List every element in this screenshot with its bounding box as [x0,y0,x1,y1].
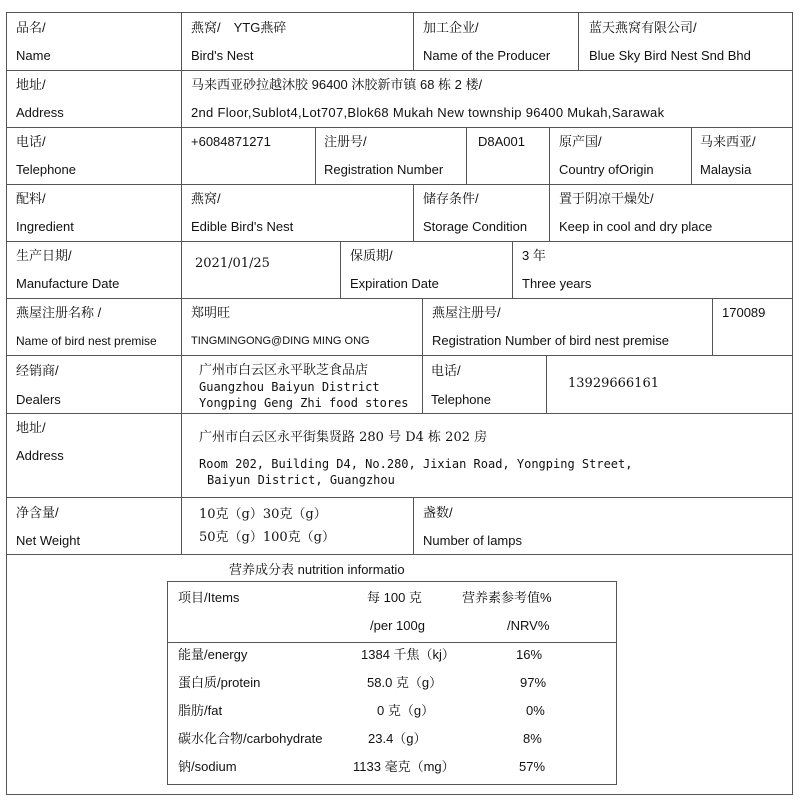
registration-value: D8A001 [478,134,525,149]
nutrition-row-item: 能量/energy [178,647,248,662]
ingredient-label-en: Ingredient [16,219,74,234]
expiration-value-zh: 3 年 [522,248,546,263]
producer-value-zh: 蓝天燕窝有限公司/ [589,20,697,35]
premise-reg-label-en: Registration Number of bird nest premise [432,333,669,348]
nutrition-row-per100: 0 克（g） [377,703,435,718]
producer-label-zh: 加工企业/ [423,20,479,35]
nutrition-row-per100: 1133 毫克（mg） [353,759,455,774]
dealer-address-value-zh: 广州市白云区永平街集贤路 280 号 D4 栋 202 房 [199,430,488,445]
nutrition-row-nrv: 57% [519,759,546,774]
manufacture-label-en: Manufacture Date [16,276,120,291]
producer-value-en: Blue Sky Bird Nest Snd Bhd [589,48,751,63]
address-value-en: 2nd Floor,Sublot4,Lot707,Blok68 Mukah New township 96400 Mukah,Sarawak [191,105,665,120]
premise-name-value-zh: 郑明旺 [191,305,231,320]
telephone-label-zh: 电话/ [16,134,46,149]
dealers-value-en1: Guangzhou Baiyun District [199,380,380,394]
premise-name-label-en: Name of bird nest premise [16,334,157,348]
lamps-label-en: Number of lamps [423,533,522,548]
nutrition-header-items: 项目/Items [178,590,240,605]
nutrition-header-per-zh: 每 100 克 [367,590,422,605]
dealer-address-value-en2: Baiyun District, Guangzhou [207,473,395,487]
address-label-en: Address [16,105,64,120]
dealers-label-zh: 经销商/ [16,363,59,378]
premise-reg-label-zh: 燕屋注册号/ [432,305,501,320]
ingredient-label-zh: 配料/ [16,191,46,206]
nutrition-row-per100: 1384 千焦（kj） [361,647,455,662]
dealer-address-label-en: Address [16,448,64,463]
nutrition-row-nrv: 97% [520,675,547,690]
nutrition-row-item: 碳水化合物/carbohydrate [178,731,323,746]
origin-label-zh: 原产国/ [559,134,602,149]
address-value-zh: 马来西亚砂拉越沐胶 96400 沐胶新市镇 68 栋 2 楼/ [191,77,483,92]
dealer-address-value-en1: Room 202, Building D4, No.280, Jixian Road, Yongping Street, [199,457,633,471]
nutrition-header-per-en: /per 100g [370,618,425,633]
storage-label-zh: 储存条件/ [423,191,479,206]
nutrition-header-nrv-zh: 营养素参考值% [462,590,552,605]
name-value-zh: 燕窝/ YTG燕碎 [191,20,287,35]
storage-value-en: Keep in cool and dry place [559,219,713,234]
nutrition-row-per100: 58.0 克（g） [367,675,443,690]
registration-label-en: Registration Number [324,162,444,177]
name-value-en: Bird's Nest [191,48,254,63]
dealers-label-en: Dealers [16,392,61,407]
name-label-zh: 品名/ [16,20,46,35]
net-weight-label-en: Net Weight [16,533,81,548]
ingredient-value-zh: 燕窝/ [191,191,221,206]
net-weight-line2: 50克（g）100克（g） [199,530,335,545]
origin-label-en: Country ofOrigin [559,162,654,177]
nutrition-row-nrv: 0% [526,703,545,718]
storage-label-en: Storage Condition [423,219,528,234]
net-weight-label-zh: 净含量/ [16,505,59,520]
nutrition-row-item: 脂肪/fat [178,703,223,718]
premise-name-label-zh: 燕屋注册名称 / [16,305,102,320]
dealer-phone-label-zh: 电话/ [431,363,461,378]
lamps-label-zh: 盏数/ [423,505,453,520]
dealer-phone-label-en: Telephone [431,392,491,407]
dealer-phone-value: 13929666161 [568,376,659,391]
registration-label-zh: 注册号/ [324,134,367,149]
nutrition-row-item: 蛋白质/protein [178,675,261,690]
dealer-address-label-zh: 地址/ [16,420,46,435]
dealers-value-en2: Yongping Geng Zhi food stores [199,396,409,410]
manufacture-value: 2021/01/25 [195,256,270,271]
name-label-en: Name [16,48,51,63]
address-label-zh: 地址/ [16,77,46,92]
nutrition-header-nrv-en: /NRV% [507,618,550,633]
nutrition-row-per100: 23.4（g） [368,731,427,746]
expiration-label-en: Expiration Date [350,276,439,291]
manufacture-label-zh: 生产日期/ [16,248,72,263]
premise-name-value-en: TINGMINGONG@DING MING ONG [191,335,370,347]
nutrition-row-item: 钠/sodium [178,759,237,774]
origin-value-en: Malaysia [700,162,752,177]
storage-value-zh: 置于阴凉干燥处/ [559,191,654,206]
expiration-value-en: Three years [522,276,592,291]
premise-reg-value: 170089 [722,305,766,320]
nutrition-row-nrv: 16% [516,647,543,662]
ingredient-value-en: Edible Bird's Nest [191,219,294,234]
origin-value-zh: 马来西亚/ [700,134,756,149]
producer-label-en: Name of the Producer [423,48,551,63]
nutrition-title: 营养成分表 nutrition informatio [229,562,405,577]
net-weight-line1: 10克（g）30克（g） [199,507,327,522]
dealers-value-zh: 广州市白云区永平耿芝食品店 [199,363,369,378]
nutrition-row-nrv: 8% [523,731,542,746]
telephone-value: +6084871271 [191,134,271,149]
telephone-label-en: Telephone [16,162,76,177]
expiration-label-zh: 保质期/ [350,248,393,263]
